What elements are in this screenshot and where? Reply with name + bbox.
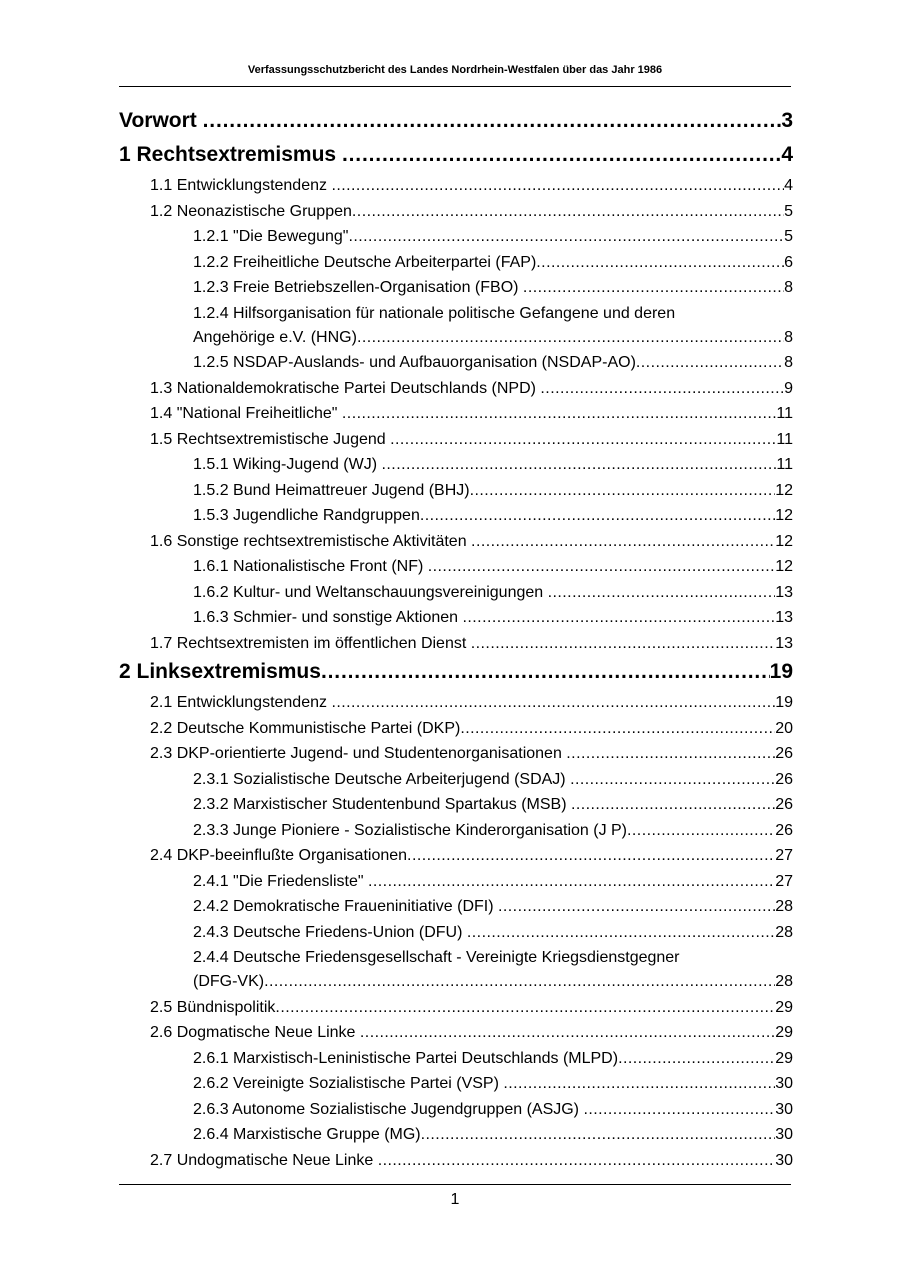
toc-entry-page: 28 (775, 923, 793, 941)
dot-leader (342, 402, 776, 426)
dot-leader (428, 555, 775, 579)
toc-entry-label: 1.6.1 Nationalistische Front (NF) (193, 558, 428, 575)
toc-entry-label: 1.2.4 Hilfsorganisation für nationale politische Gefangene und deren (193, 304, 676, 322)
toc-entry[interactable] (119, 1123, 793, 1147)
toc-entry-label-continued: Angehörige e.V. (HNG) (193, 328, 357, 346)
toc-entry-label: 1.3 Nationaldemokratische Partei Deutschlands (NPD) (150, 379, 541, 397)
toc-entry[interactable] (119, 742, 793, 766)
toc-entry[interactable] (119, 1021, 793, 1045)
toc-entry-page: 8 (784, 328, 793, 346)
toc-entry-page: 28 (775, 973, 793, 990)
dot-leader (636, 351, 784, 375)
toc-entry-label-continued: (DFG-VK) (193, 973, 265, 990)
toc-entry[interactable] (119, 1047, 793, 1071)
toc-entry-label: 1.5 Rechtsextremistische Jugend (150, 430, 391, 448)
dot-leader (407, 844, 775, 868)
dot-leader (467, 921, 775, 945)
toc-entry[interactable] (119, 555, 793, 579)
toc-entry-label: 2.6.3 Autonome Sozialistische Jugendgruppen (ASJG) (193, 1100, 584, 1118)
dot-leader (566, 742, 775, 766)
dot-leader (523, 276, 784, 300)
toc-entry-page: 27 (775, 872, 793, 890)
toc-entry-page: 8 (784, 354, 793, 371)
toc-entry-page: 30 (775, 1075, 793, 1092)
toc-entry[interactable] (119, 106, 793, 136)
toc-entry-page: 29 (775, 1024, 793, 1041)
toc-entry-label: 1.5.1 Wiking-Jugend (WJ) (193, 456, 382, 473)
toc-entry-label: 2.6.4 Marxistische Gruppe (MG) (193, 1126, 421, 1143)
dot-leader (378, 1149, 776, 1173)
toc-entry-label: 2.4.4 Deutsche Friedensgesellschaft - Vereinigte Kriegsdienstgegner (193, 949, 680, 966)
toc-entry-page: 11 (776, 456, 793, 473)
dot-leader (463, 606, 776, 630)
dot-leader (460, 717, 775, 741)
dot-leader (348, 225, 784, 249)
toc-entry-page: 26 (775, 821, 793, 839)
dot-leader (275, 996, 775, 1020)
toc-entry[interactable] (119, 793, 793, 817)
toc-entry[interactable] (119, 174, 793, 198)
toc-entry[interactable] (119, 1098, 793, 1122)
toc-entry[interactable] (119, 717, 793, 741)
toc-entry[interactable] (119, 819, 793, 843)
toc-entry-label: 2.6.1 Marxistisch-Leninistische Partei Deutschlands (MLPD) (193, 1049, 619, 1067)
dot-leader (203, 106, 782, 136)
dot-leader (570, 768, 775, 792)
toc-entry-page: 13 (775, 583, 793, 601)
toc-entry-page: 12 (775, 507, 793, 524)
toc-entry-page: 28 (775, 898, 793, 915)
dot-leader (540, 377, 784, 401)
toc-entry[interactable] (119, 946, 793, 994)
toc-entry-label: 2.4.1 "Die Friedensliste" (193, 872, 368, 890)
dot-leader (421, 1123, 776, 1147)
toc-entry-label: 1.2 Neonazistische Gruppen (150, 202, 352, 220)
toc-entry[interactable] (119, 351, 793, 375)
toc-entry[interactable] (119, 632, 793, 656)
toc-entry-page: 19 (775, 694, 793, 711)
toc-entry-label: 1.2.3 Freie Betriebszellen-Organisation (FBO) (193, 279, 523, 296)
dot-leader (360, 1021, 775, 1045)
toc-entry[interactable] (119, 140, 793, 170)
toc-entry-label: 1.6 Sonstige rechtsextremistische Aktivitäten (150, 532, 472, 550)
toc-entry-label: Vorwort (119, 109, 203, 132)
toc-entry-label: 1 Rechtsextremismus (119, 143, 342, 166)
toc-entry[interactable] (119, 606, 793, 630)
toc-entry-page: 29 (775, 1049, 793, 1067)
toc-entry[interactable] (119, 428, 793, 452)
toc-entry-page: 12 (775, 532, 793, 550)
dot-leader (627, 819, 775, 843)
toc-entry[interactable] (119, 200, 793, 224)
toc-entry-label: 1.6.3 Schmier- und sonstige Aktionen (193, 609, 463, 626)
dot-leader (331, 691, 775, 715)
dot-leader (471, 632, 775, 656)
dot-leader (382, 453, 777, 477)
footer-rule (119, 1184, 791, 1185)
toc-entry-label: 2.2 Deutsche Kommunistische Partei (DKP) (150, 719, 461, 737)
dot-leader (331, 174, 784, 198)
toc-entry-label: 1.1 Entwicklungstendenz (150, 177, 332, 194)
toc-entry-page: 26 (775, 770, 793, 788)
toc-entry[interactable] (119, 768, 793, 792)
dot-leader (471, 530, 775, 554)
toc-entry-label: 1.2.1 "Die Bewegung" (193, 228, 349, 245)
dot-leader (618, 1047, 775, 1071)
toc-entry[interactable] (119, 302, 793, 350)
toc-entry[interactable] (119, 844, 793, 868)
toc-entry[interactable] (119, 581, 793, 605)
running-header: Verfassungsschutzbericht des Landes Nordrhein-Westfalen über das Jahr 1986 (247, 64, 663, 76)
dot-leader (536, 251, 784, 275)
toc-entry-page: 27 (775, 847, 793, 864)
header-rule (119, 86, 791, 87)
toc-entry-page: 26 (775, 745, 793, 762)
toc-entry-page: 11 (776, 405, 793, 422)
toc-entry-label: 1.6.2 Kultur- und Weltanschauungsvereinigungen (193, 583, 548, 601)
toc-entry-page: 30 (775, 1126, 793, 1143)
dot-leader (420, 504, 775, 528)
toc-entry-page: 4 (781, 143, 793, 166)
dot-leader (357, 326, 784, 350)
toc-entry-label: 2.3.3 Junge Pioniere - Sozialistische Kinderorganisation (J P) (193, 821, 628, 839)
table-of-contents (119, 106, 793, 1174)
toc-entry[interactable] (119, 1149, 793, 1173)
toc-entry-page: 4 (784, 177, 793, 194)
toc-entry[interactable] (119, 479, 793, 503)
page-number: 1 (450, 1191, 460, 1208)
toc-entry-page: 3 (781, 109, 793, 132)
toc-entry-page: 13 (775, 634, 793, 652)
toc-entry-page: 8 (784, 279, 793, 296)
toc-entry-page: 29 (775, 998, 793, 1016)
toc-entry-label: 2.3.2 Marxistischer Studentenbund Spartakus (MSB) (193, 796, 571, 813)
toc-entry-label: 2.5 Bündnispolitik (150, 998, 276, 1016)
toc-entry-page: 5 (784, 228, 793, 245)
toc-entry-label: 1.2.2 Freiheitliche Deutsche Arbeiterpartei (FAP) (193, 253, 537, 271)
toc-entry-label: 2.4.2 Demokratische Fraueninitiative (DFI) (193, 898, 498, 915)
toc-entry-page: 26 (775, 796, 793, 813)
toc-entry-page: 12 (775, 558, 793, 575)
dot-leader (321, 657, 770, 687)
dot-leader (470, 479, 776, 503)
toc-entry-page: 20 (775, 719, 793, 737)
toc-entry[interactable] (119, 402, 793, 426)
dot-leader (264, 970, 775, 994)
toc-entry[interactable] (119, 870, 793, 894)
toc-entry-label: 1.2.5 NSDAP-Auslands- und Aufbauorganisation (NSDAP-AO) (193, 354, 636, 371)
toc-entry[interactable] (119, 251, 793, 275)
dot-leader (368, 870, 775, 894)
toc-entry-label: 1.4 "National Freiheitliche" (150, 405, 342, 422)
toc-entry[interactable] (119, 1072, 793, 1096)
toc-entry-page: 6 (784, 253, 793, 271)
toc-entry-label: 2 Linksextremismus (119, 660, 321, 683)
dot-leader (352, 200, 784, 224)
toc-entry[interactable] (119, 225, 793, 249)
toc-entry-label: 2.4 DKP-beeinflußte Organisationen (150, 847, 408, 864)
toc-entry-page: 30 (775, 1151, 793, 1169)
toc-entry-label: 2.6 Dogmatische Neue Linke (150, 1024, 360, 1041)
toc-entry[interactable] (119, 657, 793, 687)
toc-entry-label: 1.5.2 Bund Heimattreuer Jugend (BHJ) (193, 481, 470, 499)
toc-entry-page: 13 (775, 609, 793, 626)
toc-entry[interactable] (119, 895, 793, 919)
toc-entry[interactable] (119, 530, 793, 554)
dot-leader (571, 793, 775, 817)
dot-leader (583, 1098, 775, 1122)
toc-entry[interactable] (119, 921, 793, 945)
toc-entry-label: 1.5.3 Jugendliche Randgruppen (193, 507, 420, 524)
toc-entry-label: 2.3.1 Sozialistische Deutsche Arbeiterjugend (SDAJ) (193, 770, 571, 788)
toc-entry-page: 19 (769, 660, 793, 683)
toc-entry-label: 2.4.3 Deutsche Friedens-Union (DFU) (193, 923, 467, 941)
toc-entry[interactable] (119, 377, 793, 401)
dot-leader (342, 140, 781, 170)
toc-entry-page: 11 (776, 430, 793, 448)
toc-entry-label: 2.3 DKP-orientierte Jugend- und Studentenorganisationen (150, 745, 567, 762)
toc-entry-label: 1.7 Rechtsextremisten im öffentlichen Dienst (150, 634, 471, 652)
toc-entry[interactable] (119, 276, 793, 300)
dot-leader (498, 895, 775, 919)
toc-entry-page: 30 (775, 1100, 793, 1118)
dot-leader (548, 581, 776, 605)
toc-entry-label: 2.6.2 Vereinigte Sozialistische Partei (VSP) (193, 1075, 504, 1092)
toc-entry-page: 12 (775, 481, 793, 499)
toc-entry[interactable] (119, 996, 793, 1020)
toc-entry-page: 9 (784, 379, 793, 397)
toc-entry-label: 2.7 Undogmatische Neue Linke (150, 1151, 378, 1169)
toc-entry[interactable] (119, 691, 793, 715)
dot-leader (503, 1072, 775, 1096)
toc-entry-label: 2.1 Entwicklungstendenz (150, 694, 332, 711)
dot-leader (390, 428, 776, 452)
toc-entry[interactable] (119, 504, 793, 528)
toc-entry[interactable] (119, 453, 793, 477)
toc-entry-page: 5 (784, 202, 793, 220)
